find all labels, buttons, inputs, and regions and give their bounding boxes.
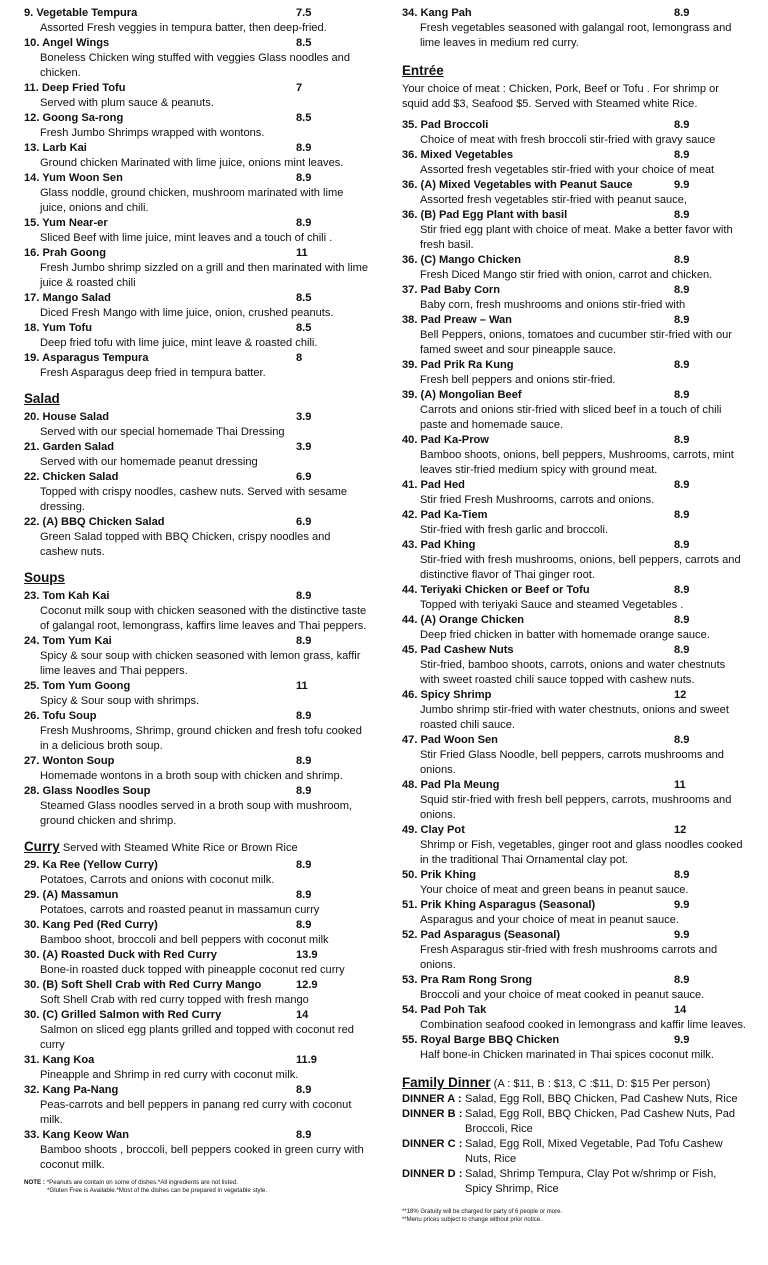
menu-item-price: 8.9 (674, 974, 690, 986)
menu-item (402, 208, 746, 253)
menu-item-price: 8.5 (296, 112, 312, 124)
menu-item (402, 973, 746, 1003)
fine-print (402, 1209, 746, 1224)
menu-item-price: 12 (674, 689, 687, 701)
menu-item (24, 216, 370, 246)
menu-item-title: 12. Goong Sa-rong (24, 112, 124, 124)
menu-item-title: 38. Pad Preaw – Wan (402, 314, 512, 326)
menu-item-title: 42. Pad Ka-Tiem (402, 509, 488, 521)
menu-item-title: 27. Wonton Soup (24, 755, 115, 767)
family-dinner-option (402, 1137, 746, 1167)
menu-item (24, 948, 370, 978)
note-line-2: *Gluten Free is Available.*Most of the dishes can be prepared in vegetable style. (47, 1187, 268, 1194)
menu-item-price: 8.9 (296, 785, 312, 797)
menu-item-description: Bamboo shoots, onions, bell peppers, Mushrooms, carrots, mint leaves stir-fried medium spicy with ground meat. (420, 449, 734, 476)
menu-item-price: 8.9 (296, 590, 312, 602)
menu-item (24, 918, 370, 948)
menu-item (402, 433, 746, 478)
menu-item-title: 23. Tom Kah Kai (24, 590, 110, 602)
menu-item-price: 8.9 (674, 389, 690, 401)
menu-item (24, 634, 370, 679)
menu-item (24, 6, 370, 36)
menu-item (402, 868, 746, 898)
menu-item-price: 9.9 (674, 899, 690, 911)
entree-list (402, 118, 746, 1063)
menu-item-price: 8.9 (674, 734, 690, 746)
menu-item (24, 111, 370, 141)
menu-item (402, 1003, 746, 1033)
menu-item-price: 8.9 (674, 314, 690, 326)
menu-item-title: 13. Larb Kai (24, 142, 87, 154)
menu-item-price: 8 (296, 352, 303, 364)
menu-item-price: 8.9 (674, 509, 690, 521)
appetizers-list (24, 6, 370, 381)
menu-item (24, 246, 370, 291)
menu-item-price: 11 (296, 247, 308, 259)
family-dinner-option (402, 1167, 746, 1197)
menu-item-description: Fresh vegetables seasoned with galangal root, lemongrass and lime leaves in medium red curry. (420, 22, 732, 49)
menu-item (402, 508, 746, 538)
family-dinner-section (402, 1075, 746, 1197)
menu-item-price: 6.9 (296, 471, 312, 483)
menu-item-price: 9.9 (674, 179, 690, 191)
menu-item-description: Ground chicken Marinated with lime juice, onions mint leaves. (40, 157, 344, 169)
menu-item (402, 643, 746, 688)
menu-item-description: Assorted Fresh veggies in tempura batter, then deep-fried. (40, 22, 327, 34)
menu-item-description: Squid stir-fried with fresh bell peppers, carrots, mushrooms and onions. (420, 794, 732, 821)
curry-continued-list (402, 6, 746, 51)
entree-section-header (402, 62, 746, 81)
menu-item (24, 1053, 370, 1083)
menu-item-price: 8.9 (674, 539, 690, 551)
menu-item-description: Fresh Diced Mango stir fried with onion, carrot and chicken. (420, 269, 713, 281)
menu-item (402, 733, 746, 778)
menu-item (24, 858, 370, 888)
menu-item-price: 12.9 (296, 979, 318, 991)
menu-item-price: 8.9 (674, 434, 690, 446)
menu-item-title: 44. (A) Orange Chicken (402, 614, 525, 626)
menu-item-description: Steamed Glass noodles served in a broth soup with mushroom, ground chicken and shrimp. (40, 800, 353, 827)
menu-item-price: 13.9 (296, 949, 318, 961)
family-dinner-option (402, 1107, 746, 1137)
menu-item-title: 33. Kang Keow Wan (24, 1129, 129, 1141)
menu-item (24, 410, 370, 440)
menu-item (402, 178, 746, 208)
menu-item-title: 11. Deep Fried Tofu (24, 82, 126, 94)
menu-item-title: 51. Prik Khing Asparagus (Seasonal) (402, 899, 596, 911)
menu-item (24, 888, 370, 918)
menu-item-title: 34. Kang Pah (402, 7, 472, 19)
menu-item-title: 50. Prik Khing (402, 869, 476, 881)
menu-item (24, 754, 370, 784)
menu-item-price: 9.9 (674, 1034, 690, 1046)
menu-item-description: Coconut milk soup with chicken seasoned with the distinctive taste of galangal root, lemongrass, kaffirs lime leaves and Thai peppers. (40, 605, 367, 632)
menu-item-price: 8.9 (674, 209, 690, 221)
menu-item-price: 8.9 (296, 859, 312, 871)
menu-item-title: 53. Pra Ram Rong Srong (402, 974, 533, 986)
menu-item-title: 54. Pad Poh Tak (402, 1004, 487, 1016)
menu-item-title: 48. Pad Pla Meung (402, 779, 500, 791)
menu-item (24, 679, 370, 709)
dinner-contents: Salad, Egg Roll, Mixed Vegetable, Pad Tofu Cashew Nuts, Rice (465, 1138, 723, 1165)
dinner-contents: Salad, Shrimp Tempura, Clay Pot w/shrimp or Fish, Spicy Shrimp, Rice (465, 1168, 717, 1195)
menu-item (24, 1128, 370, 1173)
menu-item (24, 351, 370, 381)
menu-item-description: Assorted fresh vegetables stir-fried with your choice of meat (420, 164, 715, 176)
menu-item-price: 8.9 (674, 149, 690, 161)
menu-item-title: 30. (A) Roasted Duck with Red Curry (24, 949, 217, 961)
menu-item-price: 3.9 (296, 441, 312, 453)
menu-item-description: Green Salad topped with BBQ Chicken, crispy noodles and cashew nuts. (40, 531, 331, 558)
menu-item (24, 1008, 370, 1053)
menu-item (24, 978, 370, 1008)
menu-item-description: Boneless Chicken wing stuffed with veggies Glass noodles and chicken. (40, 52, 350, 79)
menu-item-description: Your choice of meat and green beans in peanut sauce. (420, 884, 689, 896)
menu-item-title: 21. Garden Salad (24, 441, 115, 453)
menu-item-description: Fresh Jumbo Shrimps wrapped with wontons. (40, 127, 265, 139)
menu-item (402, 478, 746, 508)
menu-item-description: Pineapple and Shrimp in red curry with coconut milk. (40, 1069, 299, 1081)
soups-section-header (24, 569, 370, 588)
menu-item (402, 253, 746, 283)
menu-item-price: 8.9 (296, 710, 312, 722)
menu-item (24, 470, 370, 515)
menu-item-title: 30. Kang Ped (Red Curry) (24, 919, 158, 931)
menu-item-price: 9.9 (674, 929, 690, 941)
entree-heading: Entrée (402, 63, 444, 78)
family-dinner-list (402, 1092, 746, 1197)
menu-item-description: Bone-in roasted duck topped with pineapple coconut red curry (40, 964, 345, 976)
menu-item-price: 11 (674, 779, 686, 791)
menu-item-description: Potatoes, Carrots and onions with coconut milk. (40, 874, 275, 886)
menu-item-description: Stir Fried Glass Noodle, bell peppers, carrots mushrooms and onions. (420, 749, 724, 776)
menu-notes (24, 1179, 370, 1195)
soups-heading: Soups (24, 570, 65, 585)
menu-item-price: 8.9 (296, 755, 312, 767)
menu-item-description: Fresh Mushrooms, Shrimp, ground chicken and fresh tofu cooked in a delicious broth soup. (40, 725, 362, 752)
menu-item-price: 8.9 (674, 254, 690, 266)
family-dinner-prices: (A : $11, B : $13, C :$11, D: $15 Per person) (490, 1078, 711, 1090)
menu-item-price: 8.9 (296, 217, 312, 229)
menu-item-description: Sliced Beef with lime juice, mint leaves and a touch of chili . (40, 232, 333, 244)
menu-item-description: Jumbo shrimp stir-fried with water chestnuts, onions and sweet roasted chili sauce. (420, 704, 729, 731)
menu-item (24, 1083, 370, 1128)
menu-item-description: Baby corn, fresh mushrooms and onions stir-fried with (420, 299, 686, 311)
left-column (24, 6, 370, 1195)
menu-item-description: Stir-fried, bamboo shoots, carrots, onions and water chestnuts with sweet roasted chili sauce topped with cashew nuts. (420, 659, 726, 686)
menu-item-price: 8.9 (674, 284, 690, 296)
note-line-1: *Peanuts are contain on some of dishes.*All ingredients are not listed. (44, 1179, 238, 1186)
menu-item-description: Fresh Asparagus stir-fried with fresh mushrooms carrots and onions. (420, 944, 718, 971)
menu-item-description: Fresh bell peppers and onions stir-fried. (420, 374, 616, 386)
menu-item-description: Asparagus and your choice of meat in peanut sauce. (420, 914, 680, 926)
menu-item-description: Homemade wontons in a broth soup with chicken and shrimp. (40, 770, 343, 782)
menu-item-description: Half bone-in Chicken marinated in Thai spices coconut milk. (420, 1049, 714, 1061)
menu-item-price: 8.9 (674, 479, 690, 491)
menu-item-description: Spicy & Sour soup with shrimps. (40, 695, 200, 707)
entree-intro: Your choice of meat : Chicken, Pork, Beef or Tofu . For shrimp or squid add $3, Seafood $5. Served with Steamed white Rice. (402, 83, 719, 110)
menu-item-description: Potatoes, carrots and roasted peanut in massamun curry (40, 904, 320, 916)
note-label: NOTE : (24, 1179, 45, 1186)
menu-item (402, 358, 746, 388)
menu-item-description: Deep fried chicken in batter with homemade orange sauce. (420, 629, 710, 641)
menu-item-title: 47. Pad Woon Sen (402, 734, 498, 746)
menu-item-price: 7.5 (296, 7, 312, 19)
menu-item (24, 81, 370, 111)
menu-item (402, 928, 746, 973)
menu-item-description: Fresh Asparagus deep fried in tempura batter. (40, 367, 266, 379)
right-column (402, 6, 746, 1224)
menu-item (24, 291, 370, 321)
menu-item-price: 8.9 (674, 7, 690, 19)
menu-item-price: 8.9 (674, 644, 690, 656)
menu-item-title: 31. Kang Koa (24, 1054, 95, 1066)
menu-item (402, 313, 746, 358)
menu-item-description: Diced Fresh Mango with lime juice, onion, crushed peanuts. (40, 307, 334, 319)
menu-item-description: Assorted fresh vegetables stir-fried with peanut sauce, (420, 194, 688, 206)
menu-item-title: 36. (A) Mixed Vegetables with Peanut Sauce (402, 179, 633, 191)
menu-item (402, 898, 746, 928)
menu-item-description: Shrimp or Fish, vegetables, ginger root and glass noodles cooked in the traditional Thai Ornamental clay pot. (420, 839, 743, 866)
menu-item-title: 39. Pad Prik Ra Kung (402, 359, 514, 371)
price-change-note: **Menu prices subject to change without prior notice. (402, 1216, 542, 1223)
menu-item-description: Bamboo shoot, broccoli and bell peppers with coconut milk (40, 934, 329, 946)
menu-item-price: 8.9 (296, 919, 312, 931)
menu-item-title: 30. (C) Grilled Salmon with Red Curry (24, 1009, 222, 1021)
menu-item-title: 43. Pad Khing (402, 539, 476, 551)
soups-list (24, 589, 370, 829)
menu-item-description: Stir fried Fresh Mushrooms, carrots and onions. (420, 494, 655, 506)
menu-item-description: Bell Peppers, onions, tomatoes and cucumber stir-fried with our famed sweet and sour pineapple sauce. (420, 329, 733, 356)
menu-item-description: Choice of meat with fresh broccoli stir-fried with gravy sauce (420, 134, 716, 146)
menu-item-title: 36. (B) Pad Egg Plant with basil (402, 209, 568, 221)
menu-item-description: Soft Shell Crab with red curry topped with fresh mango (40, 994, 309, 1006)
menu-item (24, 440, 370, 470)
menu-item-price: 8.5 (296, 37, 312, 49)
curry-section-header (24, 838, 370, 857)
menu-item (24, 589, 370, 634)
menu-item-title: 10. Angel Wings (24, 37, 110, 49)
menu-item-price: 8.9 (296, 142, 312, 154)
menu-item-title: 17. Mango Salad (24, 292, 111, 304)
menu-item-price: 8.5 (296, 322, 312, 334)
menu-item-title: 20. House Salad (24, 411, 110, 423)
menu-item-title: 41. Pad Hed (402, 479, 465, 491)
dinner-contents: Salad, Egg Roll, BBQ Chicken, Pad Cashew Nuts, Rice (465, 1093, 738, 1105)
menu-item-price: 8.9 (296, 1084, 312, 1096)
menu-item-description: Stir-fried with fresh mushrooms, onions, bell peppers, carrots and distinctive flavor of Thai ginger root. (420, 554, 741, 581)
menu-item-title: 49. Clay Pot (402, 824, 465, 836)
menu-item-description: Topped with crispy noodles, cashew nuts. Served with sesame dressing. (40, 486, 348, 513)
menu-item-price: 8.9 (674, 359, 690, 371)
menu-item-price: 8.9 (296, 889, 312, 901)
menu-item-title: 36. (C) Mango Chicken (402, 254, 521, 266)
menu-item-description: Deep fried tofu with lime juice, mint leave & roasted chili. (40, 337, 318, 349)
menu-item-price: 8.9 (674, 614, 690, 626)
menu-item-price: 8.9 (674, 119, 690, 131)
menu-item-title: 19. Asparagus Tempura (24, 352, 149, 364)
menu-item (24, 784, 370, 829)
menu-item-title: 37. Pad Baby Corn (402, 284, 501, 296)
dinner-contents: Salad, Egg Roll, BBQ Chicken, Pad Cashew Nuts, Pad Broccoli, Rice (465, 1108, 736, 1135)
menu-item-price: 8.9 (296, 172, 312, 184)
menu-item-title: 28. Glass Noodles Soup (24, 785, 151, 797)
menu-item-description: Spicy & sour soup with chicken seasoned with lemon grass, kaffir lime leaves and Thai peppers. (40, 650, 361, 677)
salad-section-header (24, 390, 370, 409)
menu-item-title: 18. Yum Tofu (24, 322, 93, 334)
salad-list (24, 410, 370, 560)
menu-item-description: Bamboo shoots , broccoli, bell peppers cooked in green curry with coconut milk. (40, 1144, 364, 1171)
menu-item-title: 9. Vegetable Tempura (24, 7, 138, 19)
menu-item (24, 141, 370, 171)
menu-item-price: 8.9 (674, 584, 690, 596)
menu-item-price: 8.5 (296, 292, 312, 304)
menu-item (402, 778, 746, 823)
menu-item-description: Carrots and onions stir-fried with sliced beef in a touch of chili paste and homemade sauce. (420, 404, 722, 431)
menu-item-title: 52. Pad Asparagus (Seasonal) (402, 929, 561, 941)
menu-item-title: 44. Teriyaki Chicken or Beef or Tofu (402, 584, 590, 596)
menu-item-description: Salmon on sliced egg plants grilled and topped with coconut red curry (40, 1024, 354, 1051)
menu-item-title: 26. Tofu Soup (24, 710, 97, 722)
family-dinner-option (402, 1092, 746, 1107)
menu-item (402, 6, 746, 51)
menu-item-price: 8.9 (296, 635, 312, 647)
menu-item-price: 12 (674, 824, 687, 836)
dinner-label: DINNER D : (402, 1168, 463, 1180)
menu-item (402, 583, 746, 613)
menu-item (24, 171, 370, 216)
menu-item-title: 29. Ka Ree (Yellow Curry) (24, 859, 158, 871)
menu-item (402, 283, 746, 313)
menu-item-title: 22. (A) BBQ Chicken Salad (24, 516, 165, 528)
menu-item (402, 823, 746, 868)
menu-item-description: Served with our special homemade Thai Dressing (40, 426, 285, 438)
menu-item-price: 11.9 (296, 1054, 317, 1066)
menu-item-description: Fresh Jumbo shrimp sizzled on a grill and then marinated with lime juice & roasted chili (40, 262, 369, 289)
menu-item (24, 36, 370, 81)
menu-item-description: Served with plum sauce & peanuts. (40, 97, 214, 109)
menu-item-title: 46. Spicy Shrimp (402, 689, 492, 701)
family-dinner-header (402, 1075, 746, 1092)
menu-item-title: 45. Pad Cashew Nuts (402, 644, 514, 656)
menu-item-title: 30. (B) Soft Shell Crab with Red Curry Mango (24, 979, 262, 991)
menu-item (402, 118, 746, 148)
menu-item-price: 14 (674, 1004, 687, 1016)
menu-item-description: Broccoli and your choice of meat cooked in peanut sauce. (420, 989, 705, 1001)
menu-item-title: 15. Yum Near-er (24, 217, 108, 229)
menu-item (24, 321, 370, 351)
menu-item-price: 8.9 (296, 1129, 312, 1141)
menu-item-title: 39. (A) Mongolian Beef (402, 389, 522, 401)
menu-item (402, 538, 746, 583)
menu-item-title: 29. (A) Massamun (24, 889, 119, 901)
menu-item-title: 14. Yum Woon Sen (24, 172, 123, 184)
menu-item-description: Topped with teriyaki Sauce and steamed Vegetables . (420, 599, 684, 611)
menu-item (24, 709, 370, 754)
menu-item-price: 8.9 (674, 869, 690, 881)
menu-item-description: Combination seafood cooked in lemongrass and kaffir lime leaves. (420, 1019, 747, 1031)
salad-heading: Salad (24, 391, 60, 406)
curry-list (24, 858, 370, 1173)
menu-item (402, 613, 746, 643)
menu-item-description: Stir fried egg plant with choice of meat. Make a better favor with fresh basil. (420, 224, 733, 251)
menu-item-title: 36. Mixed Vegetables (402, 149, 513, 161)
curry-heading: Curry (24, 839, 60, 854)
menu-item-title: 32. Kang Pa-Nang (24, 1084, 119, 1096)
curry-note: Served with Steamed White Rice or Brown Rice (59, 842, 298, 854)
menu-item-price: 11 (296, 680, 308, 692)
menu-item-title: 16. Prah Goong (24, 247, 106, 259)
menu-item (24, 515, 370, 560)
menu-item (402, 388, 746, 433)
menu-item-description: Served with our homemade peanut dressing (40, 456, 258, 468)
menu-item-title: 40. Pad Ka-Prow (402, 434, 489, 446)
menu-item-title: 25. Tom Yum Goong (24, 680, 131, 692)
menu-item-price: 14 (296, 1009, 309, 1021)
menu-item-price: 7 (296, 82, 303, 94)
menu-item-title: 22. Chicken Salad (24, 471, 119, 483)
family-dinner-heading: Family Dinner (402, 1075, 491, 1090)
gratuity-note: **18% Gratuity will be charged for party of 6 people or more. (402, 1209, 563, 1215)
dinner-label: DINNER A : (402, 1093, 462, 1105)
menu-item-description: Peas-carrots and bell peppers in panang red curry with coconut milk. (40, 1099, 352, 1126)
menu-item (402, 688, 746, 733)
menu-item-title: 24. Tom Yum Kai (24, 635, 112, 647)
menu-item-price: 6.9 (296, 516, 312, 528)
dinner-label: DINNER B : (402, 1108, 463, 1120)
menu-item (402, 148, 746, 178)
menu-item-title: 55. Royal Barge BBQ Chicken (402, 1034, 560, 1046)
menu-item-description: Glass noddle, ground chicken, mushroom marinated with lime juice, onions and chili. (40, 187, 344, 214)
menu-item-description: Stir-fried with fresh garlic and broccoli. (420, 524, 609, 536)
menu-item (402, 1033, 746, 1063)
dinner-label: DINNER C : (402, 1138, 463, 1150)
menu-item-price: 3.9 (296, 411, 312, 423)
menu-item-title: 35. Pad Broccoli (402, 119, 489, 131)
